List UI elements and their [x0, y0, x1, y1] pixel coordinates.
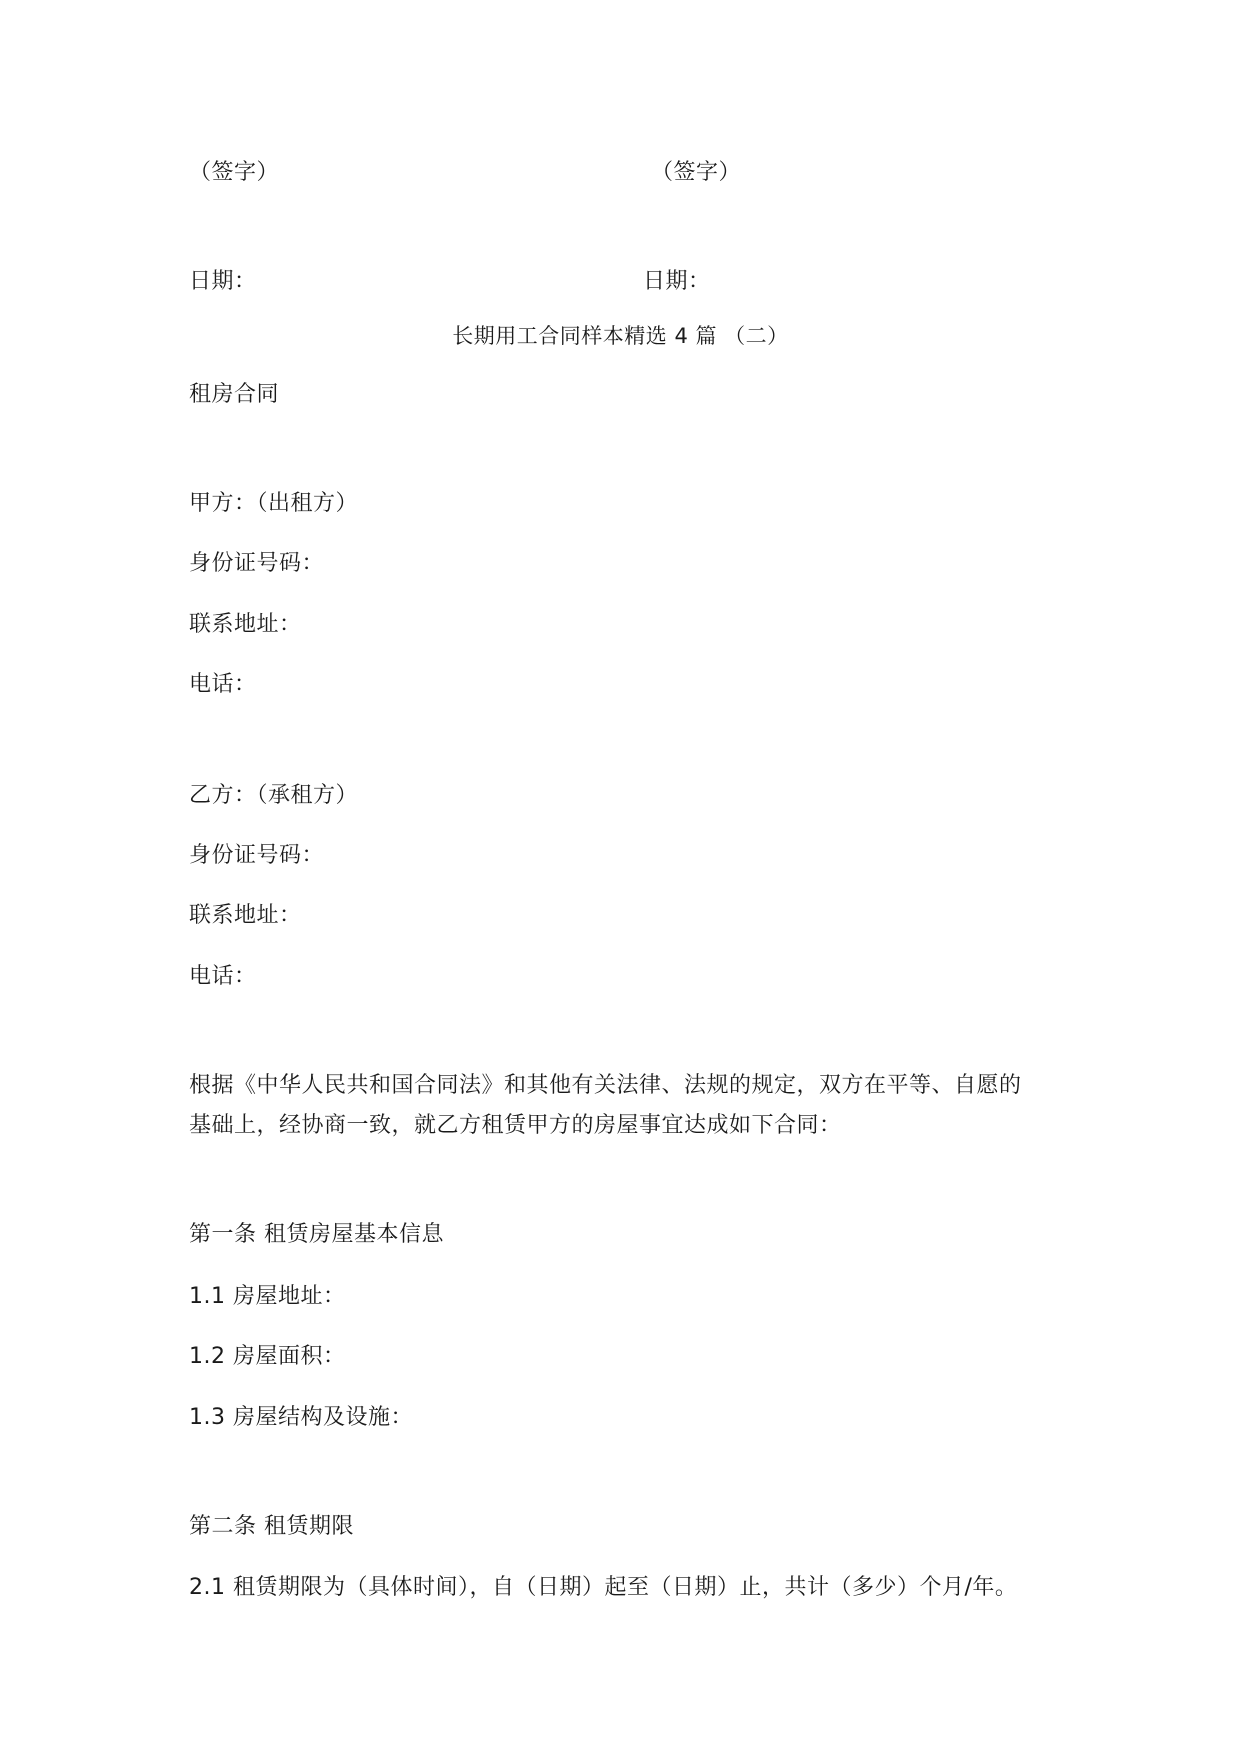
party-a-phone: 电话：: [189, 672, 257, 697]
page-title: 长期用工合同样本精选 4 篇 （二）: [452, 324, 789, 348]
article-1-item: 1.1 房屋地址：: [189, 1284, 346, 1309]
date-left: 日期：: [189, 269, 257, 294]
signature-left: （签字）: [189, 160, 280, 185]
party-a-id-number: 身份证号码：: [189, 551, 325, 576]
party-a-label: 甲方：（出租方）: [189, 491, 359, 516]
article-1-item: 1.3 房屋结构及设施：: [189, 1405, 413, 1430]
preamble-line: 根据《中华人民共和国合同法》和其他有关法律、法规的规定，双方在平等、自愿的: [189, 1073, 1022, 1098]
preamble-line: 基础上，经协商一致，就乙方租赁甲方的房屋事宜达成如下合同：: [189, 1113, 842, 1138]
party-b-id-number: 身份证号码：: [189, 843, 325, 868]
article-1-heading: 第一条 租赁房屋基本信息: [189, 1222, 444, 1247]
party-a-address: 联系地址：: [189, 612, 302, 637]
article-2-item: 2.1 租赁期限为（具体时间），自（日期）起至（日期）止，共计（多少）个月/年。: [189, 1575, 1018, 1600]
party-b-address: 联系地址：: [189, 903, 302, 928]
article-1-item: 1.2 房屋面积：: [189, 1344, 346, 1369]
date-right: 日期：: [643, 269, 711, 294]
party-b-phone: 电话：: [189, 964, 257, 989]
party-b-label: 乙方：（承租方）: [189, 783, 359, 808]
article-2-heading: 第二条 租赁期限: [189, 1514, 354, 1539]
signature-right: （签字）: [651, 160, 742, 185]
contract-heading: 租房合同: [189, 382, 280, 407]
